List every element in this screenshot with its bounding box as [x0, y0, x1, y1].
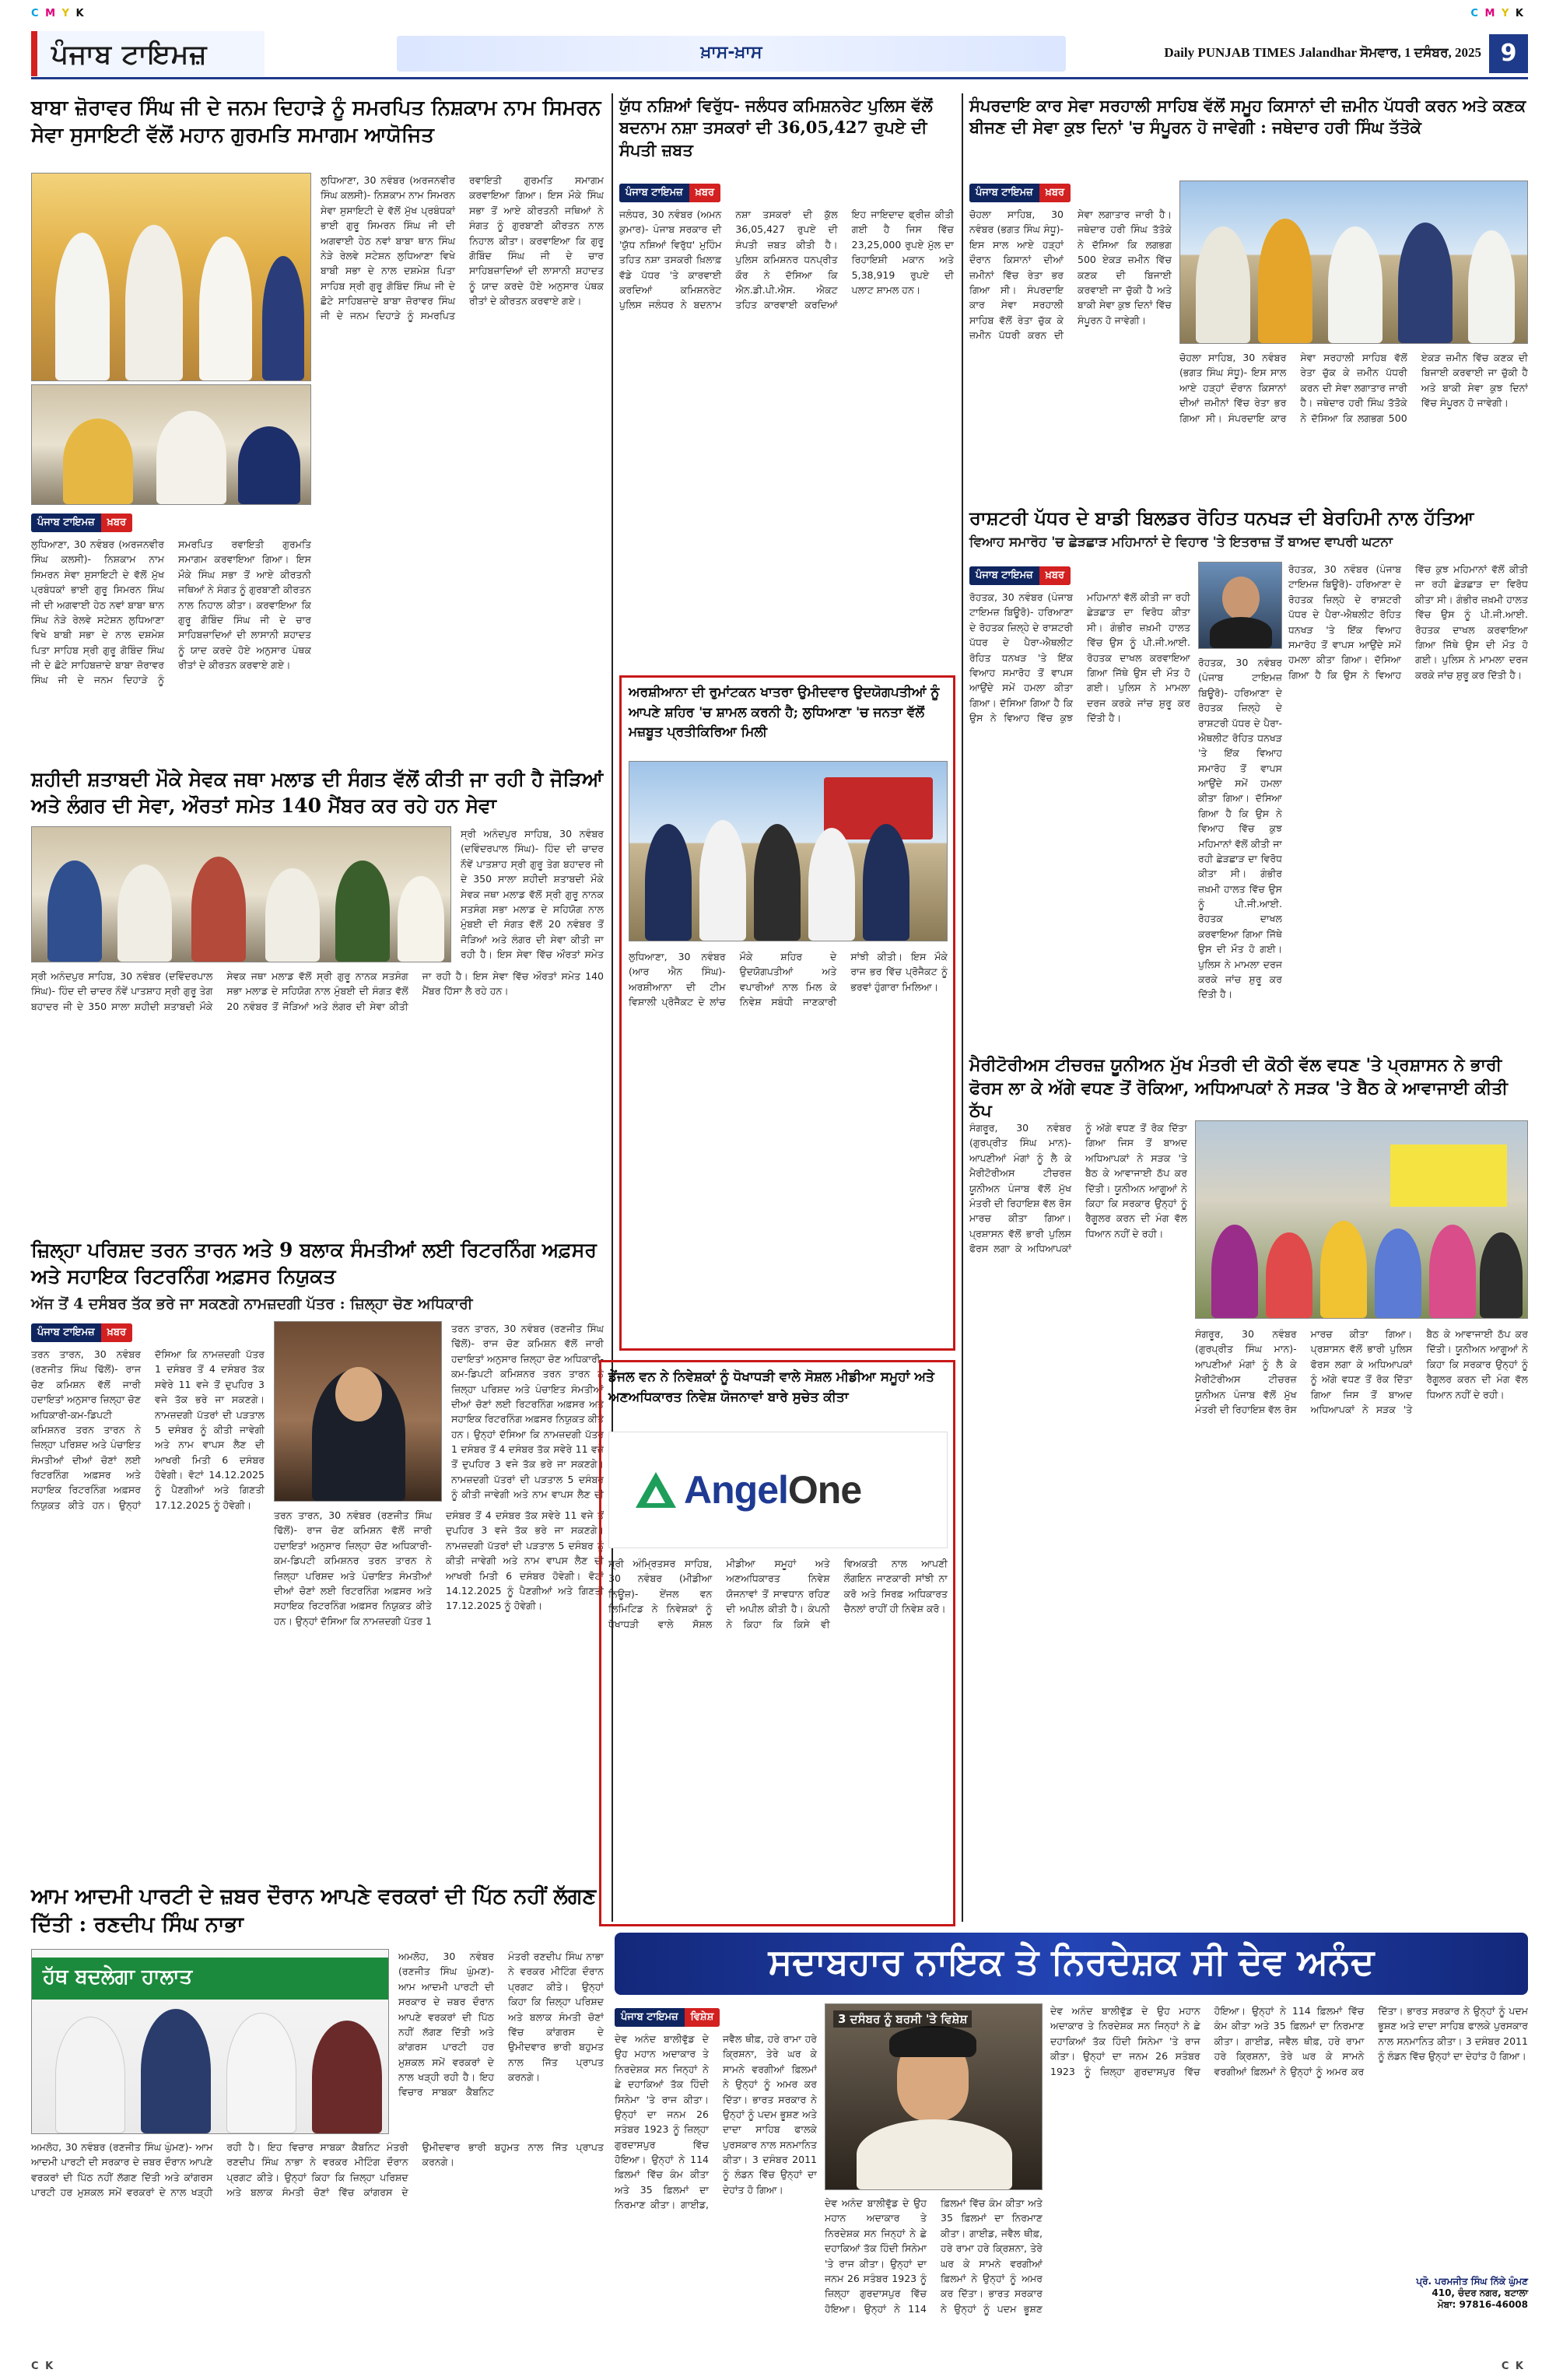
- article-body-10a: ਸੰਗਰੂਰ, 30 ਨਵੰਬਰ (ਗੁਰਪ੍ਰੀਤ ਸਿੰਘ ਮਾਨ)- ਆਪਣੀਆਂ ਮੰਗਾਂ ਨੂੰ ਲੈ ਕੇ ਮੈਰੀਟੋਰੀਅਸ ਟੀਚਰਜ਼ ਯੂਨੀਅਨ ਪੰਜਾਬ ਵੱਲੋਂ ਮੁੱਖ ਮੰਤਰੀ ਦੀ ਰਿਹਾਇਸ਼ ਵੱਲ ਰੋਸ ਮਾਰਚ ਕੀਤਾ ਗਿਆ। ਪ੍ਰਸ਼ਾਸਨ ਵੱਲੋਂ ਭਾਰੀ ਪੁਲਿਸ ਫੋਰਸ ਲਗਾ ਕੇ ਅਧਿਆਪਕਾਂ ਨੂੰ ਅੱਗੇ ਵਧਣ ਤੋਂ ਰੋਕ ਦਿੱਤਾ ਗਿਆ ਜਿਸ ਤੋਂ ਬਾਅਦ ਅਧਿਆਪਕਾਂ ਨੇ ਸੜਕ 'ਤੇ ਬੈਠ ਕੇ ਆਵਾਜਾਈ ਠੱਪ ਕਰ ਦਿੱਤੀ। ਯੂਨੀਅਨ ਆਗੂਆਂ ਨੇ ਕਿਹਾ ਕਿ ਸਰਕਾਰ ਉਨ੍ਹਾਂ ਨੂੰ ਰੈਗੂਲਰ ਕਰਨ ਦੀ ਮੰਗ ਵੱਲ ਧਿਆਨ ਨਹੀਂ ਦੇ ਰਹੀ।: [969, 1122, 1187, 1254]
- article-body-8b: ਚੋਹਲਾ ਸਾਹਿਬ, 30 ਨਵੰਬਰ (ਭਗਤ ਸਿੰਘ ਸੰਧੂ)- ਇਸ ਸਾਲ ਆਏ ਹੜ੍ਹਾਂ ਦੌਰਾਨ ਕਿਸਾਨਾਂ ਦੀਆਂ ਜ਼ਮੀਨਾਂ ਵਿੱਚ ਰੇਤਾ ਭਰ ਗਿਆ ਸੀ। ਸੰਪਰਦਾਇ ਕਾਰ ਸੇਵਾ ਸਰਹਾਲੀ ਸਾਹਿਬ ਵੱਲੋਂ ਰੇਤਾ ਚੁੱਕ ਕੇ ਜ਼ਮੀਨ ਪੱਧਰੀ ਕਰਨ ਦੀ ਸੇਵਾ ਲਗਾਤਾਰ ਜਾਰੀ ਹੈ। ਜਥੇਦਾਰ ਹਰੀ ਸਿੰਘ ਤੱਤੋਕੇ ਨੇ ਦੱਸਿਆ ਕਿ ਲਗਭਗ 500 ਏਕੜ ਜ਼ਮੀਨ ਵਿੱਚ ਕਣਕ ਦੀ ਬਿਜਾਈ ਕਰਵਾਈ ਜਾ ਚੁੱਕੀ ਹੈ ਅਤੇ ਬਾਕੀ ਸੇਵਾ ਕੁਝ ਦਿਨਾਂ ਵਿੱਚ ਸੰਪੂਰਨ ਹੋ ਜਾਵੇਗੀ।: [1179, 352, 1528, 424]
- article-gurmat-samagam: [31, 95, 604, 149]
- article-body-9a: ਪੰਜਾਬ ਟਾਇਮਜ਼ ਖ਼ਬਰ ਰੋਹਤਕ, 30 ਨਵੰਬਰ (ਪੰਜਾਬ ਟਾਇਮਜ਼ ਬਿਊਰੋ)- ਹਰਿਆਣਾ ਦੇ ਰੋਹਤਕ ਜ਼ਿਲ੍ਹੇ ਦੇ ਰਾਸ਼ਟਰੀ ਪੱਧਰ ਦੇ ਪੈਰਾ-ਐਥਲੀਟ ਰੋਹਿਤ ਧਨਖੜ 'ਤੇ ਇੱਕ ਵਿਆਹ ਸਮਾਰੋਹ ਤੋਂ ਵਾਪਸ ਆਉਂਦੇ ਸਮੇਂ ਹਮਲਾ ਕੀਤਾ ਗਿਆ। ਦੱਸਿਆ ਗਿਆ ਹੈ ਕਿ ਉਸ ਨੇ ਵਿਆਹ ਵਿੱਚ ਕੁਝ ਮਹਿਮਾਨਾਂ ਵੱਲੋਂ ਕੀਤੀ ਜਾ ਰਹੀ ਛੇੜਛਾੜ ਦਾ ਵਿਰੋਧ ਕੀਤਾ ਸੀ। ਗੰਭੀਰ ਜ਼ਖ਼ਮੀ ਹਾਲਤ ਵਿੱਚ ਉਸ ਨੂੰ ਪੀ.ਜੀ.ਆਈ. ਰੋਹਤਕ ਦਾਖਲ ਕਰਵਾਇਆ ਗਿਆ ਜਿੱਥੇ ਉਸ ਦੀ ਮੌਤ ਹੋ ਗਈ। ਪੁਲਿਸ ਨੇ ਮਾਮਲਾ ਦਰਜ ਕਰਕੇ ਜਾਂਚ ਸ਼ੁਰੂ ਕਰ ਦਿੱਤੀ ਹੈ।: [969, 562, 1190, 1072]
- angel-one-logo: AngelOne: [636, 1467, 861, 1512]
- headline: ਯੁੱਧ ਨਸ਼ਿਆਂ ਵਿਰੁੱਧ- ਜਲੰਧਰ ਕਮਿਸ਼ਨਰੇਟ ਪੁਲਿਸ ਵੱਲੋਂ ਬਦਨਾਮ ਨਸ਼ਾ ਤਸਕਰਾਂ ਦੀ 36,05,427 ਰੁਪਏ ਦੀ ਸੰਪਤੀ ਜ਼ਬਤ: [619, 96, 933, 159]
- author-name: ਪ੍ਰੋ. ਪਰਮਜੀਤ ਸਿੰਘ ਨਿੱਕੇ ਘੁੰਮਣ: [1416, 2276, 1528, 2287]
- registration-mark-bottom-left: C K: [31, 2361, 55, 2372]
- article-body-5: ਪੰਜਾਬ ਟਾਇਮਜ਼ ਖ਼ਬਰ ਜਲੰਧਰ, 30 ਨਵੰਬਰ (ਅਮਨ ਕੁਮਾਰ)- ਪੰਜਾਬ ਸਰਕਾਰ ਦੀ 'ਯੁੱਧ ਨਸ਼ਿਆਂ ਵਿਰੁੱਧ' ਮੁਹਿੰਮ ਤਹਿਤ ਨਸ਼ਾ ਤਸਕਰੀ ਖ਼ਿਲਾਫ਼ ਵੱਡੇ ਪੱਧਰ 'ਤੇ ਕਾਰਵਾਈ ਕਰਦਿਆਂ ਕਮਿਸ਼ਨਰੇਟ ਪੁਲਿਸ ਜਲੰਧਰ ਨੇ ਬਦਨਾਮ ਨਸ਼ਾ ਤਸਕਰਾਂ ਦੀ ਕੁੱਲ 36,05,427 ਰੁਪਏ ਦੀ ਸੰਪਤੀ ਜ਼ਬਤ ਕੀਤੀ ਹੈ। ਪੁਲਿਸ ਕਮਿਸ਼ਨਰ ਧਨਪ੍ਰੀਤ ਕੌਰ ਨੇ ਦੱਸਿਆ ਕਿ ਐਨ.ਡੀ.ਪੀ.ਐਸ. ਐਕਟ ਤਹਿਤ ਕਾਰਵਾਈ ਕਰਦਿਆਂ ਇਹ ਜਾਇਦਾਦ ਫ੍ਰੀਜ਼ ਕੀਤੀ ਗਈ ਹੈ ਜਿਸ ਵਿੱਚ 23,25,000 ਰੁਪਏ ਮੁੱਲ ਦਾ ਰਿਹਾਇਸ਼ੀ ਮਕਾਨ ਅਤੇ 5,38,919 ਰੁਪਏ ਦੀ ਪਲਾਟ ਸ਼ਾਮਲ ਹਨ।: [619, 179, 954, 689]
- photo-dev-anand: [825, 2003, 1043, 2190]
- author-phone: ਮੋਬਾ: 97816-46008: [1437, 2299, 1528, 2310]
- article-body-3b: ਤਰਨ ਤਾਰਨ, 30 ਨਵੰਬਰ (ਰਣਜੀਤ ਸਿੰਘ ਢਿੱਲੋਂ)- ਰਾਜ ਚੋਣ ਕਮਿਸ਼ਨ ਵੱਲੋਂ ਜਾਰੀ ਹਦਾਇਤਾਂ ਅਨੁਸਾਰ ਜ਼ਿਲ੍ਹਾ ਚੋਣ ਅਧਿਕਾਰੀ-ਕਮ-ਡਿਪਟੀ ਕਮਿਸ਼ਨਰ ਤਰਨ ਤਾਰਨ ਨੇ ਜ਼ਿਲ੍ਹਾ ਪਰਿਸ਼ਦ ਅਤੇ ਪੰਚਾਇਤ ਸੰਮਤੀਆਂ ਦੀਆਂ ਚੋਣਾਂ ਲਈ ਰਿਟਰਨਿੰਗ ਅਫ਼ਸਰ ਅਤੇ ਸਹਾਇਕ ਰਿਟਰਨਿੰਗ ਅਫ਼ਸਰ ਨਿਯੁਕਤ ਕੀਤੇ ਹਨ। ਉਨ੍ਹਾਂ ਦੱਸਿਆ ਕਿ ਨਾਮਜ਼ਦਗੀ ਪੱਤਰ 1 ਦਸੰਬਰ ਤੋਂ 4 ਦਸੰਬਰ ਤੱਕ ਸਵੇਰੇ 11 ਵਜੇ ਤੋਂ ਦੁਪਹਿਰ 3 ਵਜੇ ਤੱਕ ਭਰੇ ਜਾ ਸਕਣਗੇ। ਨਾਮਜ਼ਦਗੀ ਪੱਤਰਾਂ ਦੀ ਪੜਤਾਲ 5 ਦਸੰਬਰ ਨੂੰ ਕੀਤੀ ਜਾਵੇਗੀ ਅਤੇ ਨਾਮ ਵਾਪਸ ਲੈਣ ਦੀ: [451, 1323, 604, 1501]
- newspaper-logo: ਪੰਜਾਬ ਟਾਇਮਜ਼: [31, 31, 265, 76]
- author-signature: [1369, 2276, 1528, 2311]
- headline: ਬਾਬਾ ਜ਼ੋਰਾਵਰ ਸਿੰਘ ਜੀ ਦੇ ਜਨਮ ਦਿਹਾੜੇ ਨੂੰ ਸਮਰਪਿਤ ਨਿਸ਼ਕਾਮ ਨਾਮ ਸਿਮਰਨ ਸੇਵਾ ਸੁਸਾਇਟੀ ਵੱਲੋਂ ਮਹਾਨ ਗੁਰਮਤਿ ਸਮਾਗਮ ਆਯੋਜਿਤ: [31, 96, 601, 148]
- byline-tag: ਪੰਜਾਬ ਟਾਇਮਜ਼ ਖ਼ਬਰ: [31, 514, 132, 532]
- byline-tag: ਪੰਜਾਬ ਟਾਇਮਜ਼ ਖ਼ਬਰ: [969, 566, 1071, 585]
- article-body-2a: ਸ੍ਰੀ ਅਨੰਦਪੁਰ ਸਾਹਿਬ, 30 ਨਵੰਬਰ (ਦਵਿੰਦਰਪਾਲ ਸਿੰਘ)- ਹਿੰਦ ਦੀ ਚਾਦਰ ਨੌਵੇਂ ਪਾਤਸ਼ਾਹ ਸ੍ਰੀ ਗੁਰੂ ਤੇਗ ਬਹਾਦਰ ਜੀ ਦੇ 350 ਸਾਲਾ ਸ਼ਹੀਦੀ ਸ਼ਤਾਬਦੀ ਮੌਕੇ ਸੇਵਕ ਜਥਾ ਮਲਾਡ ਵੱਲੋਂ ਸ੍ਰੀ ਗੁਰੂ ਨਾਨਕ ਸਤਸੰਗ ਸਭਾ ਮਲਾਡ ਦੇ ਸਹਿਯੋਗ ਨਾਲ ਮੁੰਬਈ ਦੀ ਸੰਗਤ ਵੱਲੋਂ 20 ਨਵੰਬਰ ਤੋਂ ਜੋੜਿਆਂ ਅਤੇ ਲੰਗਰ ਦੀ ਸੇਵਾ ਕੀਤੀ ਜਾ ਰਹੀ ਹੈ। ਇਸ ਸੇਵਾ ਵਿੱਚ ਔਰਤਾਂ ਸਮੇਤ: [461, 828, 604, 960]
- photo-teachers-protest: [1195, 1120, 1528, 1319]
- photo-kar-sewa-fields: [1179, 181, 1528, 344]
- article-body-1a: ਪੰਜਾਬ ਟਾਇਮਜ਼ ਖ਼ਬਰ ਲੁਧਿਆਣਾ, 30 ਨਵੰਬਰ (ਅਰਜਨਵੀਰ ਸਿੰਘ ਕਲਸੀ)- ਨਿਸ਼ਕਾਮ ਨਾਮ ਸਿਮਰਨ ਸੇਵਾ ਸੁਸਾਇਟੀ ਦੇ ਵੱਲੋਂ ਮੁੱਖ ਪ੍ਰਬੰਧਕਾਂ ਭਾਈ ਗੁਰੂ ਸਿਮਰਨ ਸਿੰਘ ਜੀ ਦੀ ਅਗਵਾਈ ਹੇਠ ਨਵਾਂ ਬਾਬਾ ਥਾਨ ਸਿੰਘ ਨੇੜੇ ਰੇਲਵੇ ਸਟੇਸ਼ਨ ਲੁਧਿਆਣਾ ਵਿਖੇ ਬਾਬੀ ਸਭਾ ਦੇ ਨਾਲ ਦਸ਼ਮੇਸ਼ ਪਿਤਾ ਸਾਹਿਬ ਸ੍ਰੀ ਗੁਰੂ ਗੋਬਿੰਦ ਸਿੰਘ ਜੀ ਦੇ ਛੋਟੇ ਸਾਹਿਬਜ਼ਾਦੇ ਬਾਬਾ ਜ਼ੋਰਾਵਰ ਸਿੰਘ ਜੀ ਦੇ ਜਨਮ ਦਿਹਾੜੇ ਨੂੰ ਸਮਰਪਿਤ ਰਵਾਇਤੀ ਗੁਰਮਤਿ ਸਮਾਗਮ ਕਰਵਾਇਆ ਗਿਆ। ਇਸ ਮੌਕੇ ਸਿੰਘ ਸਭਾ ਤੋਂ ਆਏ ਕੀਰਤਨੀ ਜਥਿਆਂ ਨੇ ਸੰਗਤ ਨੂੰ ਗੁਰਬਾਣੀ ਕੀਰਤਨ ਨਾਲ ਨਿਹਾਲ ਕੀਤਾ। ਕਰਵਾਇਆ ਕਿ ਗੁਰੂ ਗੋਬਿੰਦ ਸਿੰਘ ਜੀ ਦੇ ਚਾਰ ਸਾਹਿਬਜ਼ਾਦਿਆਂ ਦੀ ਲਾਸਾਨੀ ਸ਼ਹਾਦਤ ਨੂੰ ਯਾਦ ਕਰਦੇ ਹੋਏ ਅਨੁਸਾਰ ਪੰਥਕ ਰੀਤਾਂ ਦੇ ਕੀਰਤਨ ਕਰਵਾਏ ਗਏ।: [31, 509, 311, 786]
- article-body-11c: ਦੇਵ ਅਨੰਦ ਬਾਲੀਵੁੱਡ ਦੇ ਉਹ ਮਹਾਨ ਅਦਾਕਾਰ ਤੇ ਨਿਰਦੇਸ਼ਕ ਸਨ ਜਿਨ੍ਹਾਂ ਨੇ ਛੇ ਦਹਾਕਿਆਂ ਤੱਕ ਹਿੰਦੀ ਸਿਨੇਮਾ 'ਤੇ ਰਾਜ ਕੀਤਾ। ਉਨ੍ਹਾਂ ਦਾ ਜਨਮ 26 ਸਤੰਬਰ 1923 ਨੂੰ ਜ਼ਿਲ੍ਹਾ ਗੁਰਦਾਸਪੁਰ ਵਿੱਚ ਹੋਇਆ। ਉਨ੍ਹਾਂ ਨੇ 114 ਫ਼ਿਲਮਾਂ ਵਿੱਚ ਕੰਮ ਕੀਤਾ ਅਤੇ 35 ਫ਼ਿਲਮਾਂ ਦਾ ਨਿਰਮਾਣ ਕੀਤਾ। ਗਾਈਡ, ਜਵੈਲ ਥੀਫ਼, ਹਰੇ ਰਾਮਾ ਹਰੇ ਕ੍ਰਿਸ਼ਨਾ, ਤੇਰੇ ਘਰ ਕੇ ਸਾਮਨੇ ਵਰਗੀਆਂ ਫ਼ਿਲਮਾਂ ਨੇ ਉਨ੍ਹਾਂ ਨੂੰ ਅਮਰ ਕਰ ਦਿੱਤਾ। ਭਾਰਤ ਸਰਕਾਰ ਨੇ ਉਨ੍ਹਾਂ ਨੂੰ ਪਦਮ ਭੂਸ਼ਣ ਅਤੇ ਦਾਦਾ ਸਾਹਿਬ ਫਾਲਕੇ ਪੁਰਸਕਾਰ ਨਾਲ ਸਨਮਾਨਿਤ ਕੀਤਾ। 3 ਦਸੰਬਰ 2011 ਨੂੰ ਲੰਡਨ ਵਿੱਚ ਉਨ੍ਹਾਂ ਦਾ ਦੇਹਾਂਤ ਹੋ ਗਿਆ।: [1050, 2005, 1528, 2077]
- byline-tag: ਪੰਜਾਬ ਟਾਇਮਜ਼ ਖ਼ਬਰ: [31, 1323, 132, 1342]
- article-body-3c: ਤਰਨ ਤਾਰਨ, 30 ਨਵੰਬਰ (ਰਣਜੀਤ ਸਿੰਘ ਢਿੱਲੋਂ)- ਰਾਜ ਚੋਣ ਕਮਿਸ਼ਨ ਵੱਲੋਂ ਜਾਰੀ ਹਦਾਇਤਾਂ ਅਨੁਸਾਰ ਜ਼ਿਲ੍ਹਾ ਚੋਣ ਅਧਿਕਾਰੀ-ਕਮ-ਡਿਪਟੀ ਕਮਿਸ਼ਨਰ ਤਰਨ ਤਾਰਨ ਨੇ ਜ਼ਿਲ੍ਹਾ ਪਰਿਸ਼ਦ ਅਤੇ ਪੰਚਾਇਤ ਸੰਮਤੀਆਂ ਦੀਆਂ ਚੋਣਾਂ ਲਈ ਰਿਟਰਨਿੰਗ ਅਫ਼ਸਰ ਅਤੇ ਸਹਾਇਕ ਰਿਟਰਨਿੰਗ ਅਫ਼ਸਰ ਨਿਯੁਕਤ ਕੀਤੇ ਹਨ। ਉਨ੍ਹਾਂ ਦੱਸਿਆ ਕਿ ਨਾਮਜ਼ਦਗੀ ਪੱਤਰ 1 ਦਸੰਬਰ ਤੋਂ 4 ਦਸੰਬਰ ਤੱਕ ਸਵੇਰੇ 11 ਵਜੇ ਤੋਂ ਦੁਪਹਿਰ 3 ਵਜੇ ਤੱਕ ਭਰੇ ਜਾ ਸਕਣਗੇ। ਨਾਮਜ਼ਦਗੀ ਪੱਤਰਾਂ ਦੀ ਪੜਤਾਲ 5 ਦਸੰਬਰ ਨੂੰ ਕੀਤੀ ਜਾਵੇਗੀ ਅਤੇ ਨਾਮ ਵਾਪਸ ਲੈਣ ਦੀ ਆਖਰੀ ਮਿਤੀ 6 ਦਸੰਬਰ ਹੋਵੇਗੀ। ਵੋਟਾਂ 14.12.2025 ਨੂੰ ਪੈਣਗੀਆਂ ਅਤੇ ਗਿਣਤੀ 17.12.2025 ਨੂੰ ਹੋਵੇਗੀ।: [274, 1509, 604, 1627]
- photo-sangat: [31, 384, 311, 505]
- photo-district-election-officer: [274, 1321, 442, 1502]
- photo-gurmat-stage: [31, 173, 311, 381]
- article-bodybuilder-murder: [969, 506, 1528, 552]
- article-arshiana: [629, 683, 948, 743]
- article-angel-one: [608, 1368, 948, 1407]
- article-body-11b: ਦੇਵ ਅਨੰਦ ਬਾਲੀਵੁੱਡ ਦੇ ਉਹ ਮਹਾਨ ਅਦਾਕਾਰ ਤੇ ਨਿਰਦੇਸ਼ਕ ਸਨ ਜਿਨ੍ਹਾਂ ਨੇ ਛੇ ਦਹਾਕਿਆਂ ਤੱਕ ਹਿੰਦੀ ਸਿਨੇਮਾ 'ਤੇ ਰਾਜ ਕੀਤਾ। ਉਨ੍ਹਾਂ ਦਾ ਜਨਮ 26 ਸਤੰਬਰ 1923 ਨੂੰ ਜ਼ਿਲ੍ਹਾ ਗੁਰਦਾਸਪੁਰ ਵਿੱਚ ਹੋਇਆ। ਉਨ੍ਹਾਂ ਨੇ 114 ਫ਼ਿਲਮਾਂ ਵਿੱਚ ਕੰਮ ਕੀਤਾ ਅਤੇ 35 ਫ਼ਿਲਮਾਂ ਦਾ ਨਿਰਮਾਣ ਕੀਤਾ। ਗਾਈਡ, ਜਵੈਲ ਥੀਫ਼, ਹਰੇ ਰਾਮਾ ਹਰੇ ਕ੍ਰਿਸ਼ਨਾ, ਤੇਰੇ ਘਰ ਕੇ ਸਾਮਨੇ ਵਰਗੀਆਂ ਫ਼ਿਲਮਾਂ ਨੇ ਉਨ੍ਹਾਂ ਨੂੰ ਅਮਰ ਕਰ ਦਿੱਤਾ। ਭਾਰਤ ਸਰਕਾਰ ਨੇ ਉਨ੍ਹਾਂ ਨੂੰ ਪਦਮ ਭੂਸ਼ਣ: [825, 2197, 1043, 2315]
- masthead: [31, 31, 1528, 79]
- article-body-7: ਸ੍ਰੀ ਅੰਮ੍ਰਿਤਸਰ ਸਾਹਿਬ, 30 ਨਵੰਬਰ (ਮੀਡੀਆ ਨਿਊਜ਼)- ਏਂਜਲ ਵਨ ਲਿਮਿਟਿਡ ਨੇ ਨਿਵੇਸ਼ਕਾਂ ਨੂੰ ਧੋਖਾਧੜੀ ਵਾਲੇ ਸੋਸ਼ਲ ਮੀਡੀਆ ਸਮੂਹਾਂ ਅਤੇ ਅਣਅਧਿਕਾਰਤ ਨਿਵੇਸ਼ ਯੋਜਨਾਵਾਂ ਤੋਂ ਸਾਵਧਾਨ ਰਹਿਣ ਦੀ ਅਪੀਲ ਕੀਤੀ ਹੈ। ਕੰਪਨੀ ਨੇ ਕਿਹਾ ਕਿ ਕਿਸੇ ਵੀ ਵਿਅਕਤੀ ਨਾਲ ਆਪਣੀ ਲੌਗਇਨ ਜਾਣਕਾਰੀ ਸਾਂਝੀ ਨਾ ਕਰੋ ਅਤੇ ਸਿਰਫ਼ ਅਧਿਕਾਰਤ ਚੈਨਲਾਂ ਰਾਹੀਂ ਹੀ ਨਿਵੇਸ਼ ਕਰੋ।: [608, 1558, 948, 1630]
- photo-banner-text: ਹੱਥ ਬਦਲੇਗਾ ਹਾਲਾਤ: [43, 1965, 193, 1989]
- page-number: 9: [1489, 34, 1528, 73]
- subheadline: ਵਿਆਹ ਸਮਾਰੋਹ 'ਚ ਛੇੜਛਾੜ ਮਹਿਮਾਨਾਂ ਦੇ ਵਿਹਾਰ 'ਤੇ ਇਤਰਾਜ਼ ਤੋਂ ਬਾਅਦ ਵਾਪਰੀ ਘਟਨਾ: [969, 535, 1393, 551]
- angel-one-logo-panel: [608, 1432, 948, 1548]
- headline: ਸਦਾਬਹਾਰ ਨਾਇਕ ਤੇ ਨਿਰਦੇਸ਼ਕ ਸੀ ਦੇਵ ਅਨੰਦ: [768, 1940, 1375, 1982]
- photo-congress-meeting: [31, 1949, 389, 2134]
- photo-rohit-dhankhar: [1198, 562, 1282, 649]
- article-body-4b: ਅਮਲੋਹ, 30 ਨਵੰਬਰ (ਰਣਜੀਤ ਸਿੰਘ ਘੁੰਮਣ)- ਆਮ ਆਦਮੀ ਪਾਰਟੀ ਦੀ ਸਰਕਾਰ ਦੇ ਜ਼ਬਰ ਦੌਰਾਨ ਆਪਣੇ ਵਰਕਰਾਂ ਦੀ ਪਿੱਠ ਨਹੀਂ ਲੱਗਣ ਦਿੱਤੀ ਅਤੇ ਕਾਂਗਰਸ ਪਾਰਟੀ ਹਰ ਮੁਸ਼ਕਲ ਸਮੇਂ ਵਰਕਰਾਂ ਦੇ ਨਾਲ ਖੜ੍ਹੀ ਰਹੀ ਹੈ। ਇਹ ਵਿਚਾਰ ਸਾਬਕਾ ਕੈਬਨਿਟ ਮੰਤਰੀ ਰਣਦੀਪ ਸਿੰਘ ਨਾਭਾ ਨੇ ਵਰਕਰ ਮੀਟਿੰਗ ਦੌਰਾਨ ਪ੍ਰਗਟ ਕੀਤੇ। ਉਨ੍ਹਾਂ ਕਿਹਾ ਕਿ ਜ਼ਿਲ੍ਹਾ ਪਰਿਸ਼ਦ ਅਤੇ ਬਲਾਕ ਸੰਮਤੀ ਚੋਣਾਂ ਵਿੱਚ ਕਾਂਗਰਸ ਦੇ ਉਮੀਦਵਾਰ ਭਾਰੀ ਬਹੁਮਤ ਨਾਲ ਜਿੱਤ ਪ੍ਰਾਪਤ ਕਰਨਗੇ।: [31, 2141, 604, 2199]
- feature-banner-dev-anand: [615, 1933, 1528, 1995]
- article-body-9b: ਰੋਹਤਕ, 30 ਨਵੰਬਰ (ਪੰਜਾਬ ਟਾਇਮਜ਼ ਬਿਊਰੋ)- ਹਰਿਆਣਾ ਦੇ ਰੋਹਤਕ ਜ਼ਿਲ੍ਹੇ ਦੇ ਰਾਸ਼ਟਰੀ ਪੱਧਰ ਦੇ ਪੈਰਾ-ਐਥਲੀਟ ਰੋਹਿਤ ਧਨਖੜ 'ਤੇ ਇੱਕ ਵਿਆਹ ਸਮਾਰੋਹ ਤੋਂ ਵਾਪਸ ਆਉਂਦੇ ਸਮੇਂ ਹਮਲਾ ਕੀਤਾ ਗਿਆ। ਦੱਸਿਆ ਗਿਆ ਹੈ ਕਿ ਉਸ ਨੇ ਵਿਆਹ ਵਿੱਚ ਕੁਝ ਮਹਿਮਾਨਾਂ ਵੱਲੋਂ ਕੀਤੀ ਜਾ ਰਹੀ ਛੇੜਛਾੜ ਦਾ ਵਿਰੋਧ ਕੀਤਾ ਸੀ। ਗੰਭੀਰ ਜ਼ਖ਼ਮੀ ਹਾਲਤ ਵਿੱਚ ਉਸ ਨੂੰ ਪੀ.ਜੀ.ਆਈ. ਰੋਹਤਕ ਦਾਖਲ ਕਰਵਾਇਆ ਗਿਆ ਜਿੱਥੇ ਉਸ ਦੀ ਮੌਤ ਹੋ ਗਈ। ਪੁਲਿਸ ਨੇ ਮਾਮਲਾ ਦਰਜ ਕਰਕੇ ਜਾਂਚ ਸ਼ੁਰੂ ਕਰ ਦਿੱਤੀ ਹੈ।: [1288, 563, 1528, 681]
- article-body-8a: ਪੰਜਾਬ ਟਾਇਮਜ਼ ਖ਼ਬਰ ਚੋਹਲਾ ਸਾਹਿਬ, 30 ਨਵੰਬਰ (ਭਗਤ ਸਿੰਘ ਸੰਧੂ)- ਇਸ ਸਾਲ ਆਏ ਹੜ੍ਹਾਂ ਦੌਰਾਨ ਕਿਸਾਨਾਂ ਦੀਆਂ ਜ਼ਮੀਨਾਂ ਵਿੱਚ ਰੇਤਾ ਭਰ ਗਿਆ ਸੀ। ਸੰਪਰਦਾਇ ਕਾਰ ਸੇਵਾ ਸਰਹਾਲੀ ਸਾਹਿਬ ਵੱਲੋਂ ਰੇਤਾ ਚੁੱਕ ਕੇ ਜ਼ਮੀਨ ਪੱਧਰੀ ਕਰਨ ਦੀ ਸੇਵਾ ਲਗਾਤਾਰ ਜਾਰੀ ਹੈ। ਜਥੇਦਾਰ ਹਰੀ ਸਿੰਘ ਤੱਤੋਕੇ ਨੇ ਦੱਸਿਆ ਕਿ ਲਗਭਗ 500 ਏਕੜ ਜ਼ਮੀਨ ਵਿੱਚ ਕਣਕ ਦੀ ਬਿਜਾਈ ਕਰਵਾਈ ਜਾ ਚੁੱਕੀ ਹੈ ਅਤੇ ਬਾਕੀ ਸੇਵਾ ਕੁਝ ਦਿਨਾਂ ਵਿੱਚ ਸੰਪੂਰਨ ਹੋ ਜਾਵੇਗੀ।: [969, 179, 1172, 526]
- article-body-10b: ਸੰਗਰੂਰ, 30 ਨਵੰਬਰ (ਗੁਰਪ੍ਰੀਤ ਸਿੰਘ ਮਾਨ)- ਆਪਣੀਆਂ ਮੰਗਾਂ ਨੂੰ ਲੈ ਕੇ ਮੈਰੀਟੋਰੀਅਸ ਟੀਚਰਜ਼ ਯੂਨੀਅਨ ਪੰਜਾਬ ਵੱਲੋਂ ਮੁੱਖ ਮੰਤਰੀ ਦੀ ਰਿਹਾਇਸ਼ ਵੱਲ ਰੋਸ ਮਾਰਚ ਕੀਤਾ ਗਿਆ। ਪ੍ਰਸ਼ਾਸਨ ਵੱਲੋਂ ਭਾਰੀ ਪੁਲਿਸ ਫੋਰਸ ਲਗਾ ਕੇ ਅਧਿਆਪਕਾਂ ਨੂੰ ਅੱਗੇ ਵਧਣ ਤੋਂ ਰੋਕ ਦਿੱਤਾ ਗਿਆ ਜਿਸ ਤੋਂ ਬਾਅਦ ਅਧਿਆਪਕਾਂ ਨੇ ਸੜਕ 'ਤੇ ਬੈਠ ਕੇ ਆਵਾਜਾਈ ਠੱਪ ਕਰ ਦਿੱਤੀ। ਯੂਨੀਅਨ ਆਗੂਆਂ ਨੇ ਕਿਹਾ ਕਿ ਸਰਕਾਰ ਉਨ੍ਹਾਂ ਨੂੰ ਰੈਗੂਲਰ ਕਰਨ ਦੀ ਮੰਗ ਵੱਲ ਧਿਆਨ ਨਹੀਂ ਦੇ ਰਹੀ।: [1195, 1328, 1528, 1415]
- article-body-3a: ਪੰਜਾਬ ਟਾਇਮਜ਼ ਖ਼ਬਰ ਤਰਨ ਤਾਰਨ, 30 ਨਵੰਬਰ (ਰਣਜੀਤ ਸਿੰਘ ਢਿੱਲੋਂ)- ਰਾਜ ਚੋਣ ਕਮਿਸ਼ਨ ਵੱਲੋਂ ਜਾਰੀ ਹਦਾਇਤਾਂ ਅਨੁਸਾਰ ਜ਼ਿਲ੍ਹਾ ਚੋਣ ਅਧਿਕਾਰੀ-ਕਮ-ਡਿਪਟੀ ਕਮਿਸ਼ਨਰ ਤਰਨ ਤਾਰਨ ਨੇ ਜ਼ਿਲ੍ਹਾ ਪਰਿਸ਼ਦ ਅਤੇ ਪੰਚਾਇਤ ਸੰਮਤੀਆਂ ਦੀਆਂ ਚੋਣਾਂ ਲਈ ਰਿਟਰਨਿੰਗ ਅਫ਼ਸਰ ਅਤੇ ਸਹਾਇਕ ਰਿਟਰਨਿੰਗ ਅਫ਼ਸਰ ਨਿਯੁਕਤ ਕੀਤੇ ਹਨ। ਉਨ੍ਹਾਂ ਦੱਸਿਆ ਕਿ ਨਾਮਜ਼ਦਗੀ ਪੱਤਰ 1 ਦਸੰਬਰ ਤੋਂ 4 ਦਸੰਬਰ ਤੱਕ ਸਵੇਰੇ 11 ਵਜੇ ਤੋਂ ਦੁਪਹਿਰ 3 ਵਜੇ ਤੱਕ ਭਰੇ ਜਾ ਸਕਣਗੇ। ਨਾਮਜ਼ਦਗੀ ਪੱਤਰਾਂ ਦੀ ਪੜਤਾਲ 5 ਦਸੰਬਰ ਨੂੰ ਕੀਤੀ ਜਾਵੇਗੀ ਅਤੇ ਨਾਮ ਵਾਪਸ ਲੈਣ ਦੀ ਆਖਰੀ ਮਿਤੀ 6 ਦਸੰਬਰ ਹੋਵੇਗੀ। ਵੋਟਾਂ 14.12.2025 ਨੂੰ ਪੈਣਗੀਆਂ ਅਤੇ ਗਿਣਤੀ 17.12.2025 ਨੂੰ ਹੋਵੇਗੀ।: [31, 1319, 265, 1903]
- article-body-6: ਲੁਧਿਆਣਾ, 30 ਨਵੰਬਰ (ਆਰ ਐਨ ਸਿੰਘ)- ਅਰਸ਼ੀਆਨਾ ਦੀ ਟੀਮ ਵਿਸ਼ਾਲੀ ਪ੍ਰੋਜੈਕਟ ਦੇ ਲਾਂਚ ਮੌਕੇ ਸ਼ਹਿਰ ਦੇ ਉਦਯੋਗਪਤੀਆਂ ਅਤੇ ਵਪਾਰੀਆਂ ਨਾਲ ਮਿਲ ਕੇ ਨਿਵੇਸ਼ ਸਬੰਧੀ ਜਾਣਕਾਰੀ ਸਾਂਝੀ ਕੀਤੀ। ਇਸ ਮੌਕੇ ਰਾਜ ਭਰ ਵਿੱਚ ਪ੍ਰੋਜੈਕਟ ਨੂੰ ਭਰਵਾਂ ਹੁੰਗਾਰਾ ਮਿਲਿਆ।: [629, 951, 948, 1008]
- headline: ਆਮ ਆਦਮੀ ਪਾਰਟੀ ਦੇ ਜ਼ਬਰ ਦੌਰਾਨ ਆਪਣੇ ਵਰਕਰਾਂ ਦੀ ਪਿੱਠ ਨਹੀਂ ਲੱਗਣ ਦਿੱਤੀ : ਰਣਦੀਪ ਸਿੰਘ ਨਾਭਾ: [31, 1884, 597, 1937]
- photo-caption: 3 ਦਸੰਬਰ ਨੂੰ ਬਰਸੀ 'ਤੇ ਵਿਸ਼ੇਸ਼: [833, 2010, 972, 2028]
- byline-tag: ਪੰਜਾਬ ਟਾਇਮਜ਼ ਵਿਸ਼ੇਸ਼: [615, 2008, 720, 2027]
- article-sewak-jatha-malad: [31, 766, 604, 819]
- headline: ਰਾਸ਼ਟਰੀ ਪੱਧਰ ਦੇ ਬਾਡੀ ਬਿਲਡਰ ਰੋਹਿਤ ਧਨਖੜ ਦੀ ਬੇਰਹਿਮੀ ਨਾਲ ਹੱਤਿਆ: [969, 506, 1474, 529]
- registration-mark-top-left: C M Y K: [31, 8, 86, 19]
- section-name: ਖ਼ਾਸ-ਖ਼ਾਸ: [700, 43, 762, 62]
- author-address: 410, ਚੰਦਰ ਨਗਰ, ਬਟਾਲਾ: [1432, 2287, 1528, 2298]
- photo-project-launch: [629, 761, 948, 941]
- article-body-9c: ਰੋਹਤਕ, 30 ਨਵੰਬਰ (ਪੰਜਾਬ ਟਾਇਮਜ਼ ਬਿਊਰੋ)- ਹਰਿਆਣਾ ਦੇ ਰੋਹਤਕ ਜ਼ਿਲ੍ਹੇ ਦੇ ਰਾਸ਼ਟਰੀ ਪੱਧਰ ਦੇ ਪੈਰਾ-ਐਥਲੀਟ ਰੋਹਿਤ ਧਨਖੜ 'ਤੇ ਇੱਕ ਵਿਆਹ ਸਮਾਰੋਹ ਤੋਂ ਵਾਪਸ ਆਉਂਦੇ ਸਮੇਂ ਹਮਲਾ ਕੀਤਾ ਗਿਆ। ਦੱਸਿਆ ਗਿਆ ਹੈ ਕਿ ਉਸ ਨੇ ਵਿਆਹ ਵਿੱਚ ਕੁਝ ਮਹਿਮਾਨਾਂ ਵੱਲੋਂ ਕੀਤੀ ਜਾ ਰਹੀ ਛੇੜਛਾੜ ਦਾ ਵਿਰੋਧ ਕੀਤਾ ਸੀ। ਗੰਭੀਰ ਜ਼ਖ਼ਮੀ ਹਾਲਤ ਵਿੱਚ ਉਸ ਨੂੰ ਪੀ.ਜੀ.ਆਈ. ਰੋਹਤਕ ਦਾਖਲ ਕਰਵਾਇਆ ਗਿਆ ਜਿੱਥੇ ਉਸ ਦੀ ਮੌਤ ਹੋ ਗਈ। ਪੁਲਿਸ ਨੇ ਮਾਮਲਾ ਦਰਜ ਕਰਕੇ ਜਾਂਚ ਸ਼ੁਰੂ ਕਰ ਦਿੱਤੀ ਹੈ।: [1198, 657, 1282, 1001]
- headline: ਜ਼ਿਲ੍ਹਾ ਪਰਿਸ਼ਦ ਤਰਨ ਤਾਰਨ ਅਤੇ 9 ਬਲਾਕ ਸੰਮਤੀਆਂ ਲਈ ਰਿਟਰਨਿੰਗ ਅਫ਼ਸਰ ਅਤੇ ਸਹਾਇਕ ਰਿਟਰਨਿੰਗ ਅਫ਼ਸਰ ਨਿਯੁਕਤ: [31, 1239, 597, 1288]
- byline-tag: ਪੰਜਾਬ ਟਾਇਮਜ਼ ਖ਼ਬਰ: [619, 184, 720, 202]
- photo-langar-seva: [31, 826, 451, 962]
- byline-tag: ਪੰਜਾਬ ਟਾਇਮਜ਼ ਖ਼ਬਰ: [969, 184, 1071, 202]
- article-kar-sewa-sarhali: [969, 95, 1528, 139]
- article-returning-officers: [31, 1237, 604, 1314]
- angel-one-mark-icon: [636, 1472, 676, 1508]
- headline: ਮੈਰੀਟੋਰੀਅਸ ਟੀਚਰਜ਼ ਯੂਨੀਅਨ ਮੁੱਖ ਮੰਤਰੀ ਦੀ ਕੋਠੀ ਵੱਲ ਵਧਣ 'ਤੇ ਪ੍ਰਸ਼ਾਸਨ ਨੇ ਭਾਰੀ ਫੋਰਸ ਲਾ ਕੇ ਅੱਗੇ ਵਧਣ ਤੋਂ ਰੋਕਿਆ, ਅਧਿਆਪਕਾਂ ਨੇ ਸੜਕ 'ਤੇ ਬੈਠ ਕੇ ਆਵਾਜਾਈ ਕੀਤੀ ਠੱਪ: [969, 1055, 1509, 1122]
- article-body-1b: ਲੁਧਿਆਣਾ, 30 ਨਵੰਬਰ (ਅਰਜਨਵੀਰ ਸਿੰਘ ਕਲਸੀ)- ਨਿਸ਼ਕਾਮ ਨਾਮ ਸਿਮਰਨ ਸੇਵਾ ਸੁਸਾਇਟੀ ਦੇ ਵੱਲੋਂ ਮੁੱਖ ਪ੍ਰਬੰਧਕਾਂ ਭਾਈ ਗੁਰੂ ਸਿਮਰਨ ਸਿੰਘ ਜੀ ਦੀ ਅਗਵਾਈ ਹੇਠ ਨਵਾਂ ਬਾਬਾ ਥਾਨ ਸਿੰਘ ਨੇੜੇ ਰੇਲਵੇ ਸਟੇਸ਼ਨ ਲੁਧਿਆਣਾ ਵਿਖੇ ਬਾਬੀ ਸਭਾ ਦੇ ਨਾਲ ਦਸ਼ਮੇਸ਼ ਪਿਤਾ ਸਾਹਿਬ ਸ੍ਰੀ ਗੁਰੂ ਗੋਬਿੰਦ ਸਿੰਘ ਜੀ ਦੇ ਛੋਟੇ ਸਾਹਿਬਜ਼ਾਦੇ ਬਾਬਾ ਜ਼ੋਰਾਵਰ ਸਿੰਘ ਜੀ ਦੇ ਜਨਮ ਦਿਹਾੜੇ ਨੂੰ ਸਮਰਪਿਤ ਰਵਾਇਤੀ ਗੁਰਮਤਿ ਸਮਾਗਮ ਕਰਵਾਇਆ ਗਿਆ। ਇਸ ਮੌਕੇ ਸਿੰਘ ਸਭਾ ਤੋਂ ਆਏ ਕੀਰਤਨੀ ਜਥਿਆਂ ਨੇ ਸੰਗਤ ਨੂੰ ਗੁਰਬਾਣੀ ਕੀਰਤਨ ਨਾਲ ਨਿਹਾਲ ਕੀਤਾ। ਕਰਵਾਇਆ ਕਿ ਗੁਰੂ ਗੋਬਿੰਦ ਸਿੰਘ ਜੀ ਦੇ ਚਾਰ ਸਾਹਿਬਜ਼ਾਦਿਆਂ ਦੀ ਲਾਸਾਨੀ ਸ਼ਹਾਦਤ ਨੂੰ ਯਾਦ ਕਰਦੇ ਹੋਏ ਅਨੁਸਾਰ ਪੰਥਕ ਰੀਤਾਂ ਦੇ ਕੀਰਤਨ ਕਰਵਾਏ ਗਏ।: [321, 174, 604, 322]
- article-randeep-nabha: [31, 1883, 604, 1940]
- subheadline: ਅੱਜ ਤੋਂ 4 ਦਸੰਬਰ ਤੱਕ ਭਰੇ ਜਾ ਸਕਣਗੇ ਨਾਮਜ਼ਦਗੀ ਪੱਤਰ : ਜ਼ਿਲ੍ਹਾ ਚੋਣ ਅਧਿਕਾਰੀ: [31, 1295, 473, 1313]
- registration-mark-top-right: C M Y K: [1470, 8, 1525, 19]
- column-rule: [962, 93, 963, 1922]
- headline: ਸ਼ਹੀਦੀ ਸ਼ਤਾਬਦੀ ਮੌਕੇ ਸੇਵਕ ਜਥਾ ਮਲਾਡ ਦੀ ਸੰਗਤ ਵੱਲੋਂ ਕੀਤੀ ਜਾ ਰਹੀ ਹੈ ਜੋੜਿਆਂ ਅਤੇ ਲੰਗਰ ਦੀ ਸੇਵਾ, ਔਰਤਾਂ ਸਮੇਤ 140 ਮੈਂਬਰ ਕਰ ਰਹੇ ਹਨ ਸੇਵਾ: [31, 768, 604, 817]
- headline: ਡੇਂਜਲ ਵਨ ਨੇ ਨਿਵੇਸ਼ਕਾਂ ਨੂੰ ਧੋਖਾਧੜੀ ਵਾਲੇ ਸੋਸ਼ਲ ਮੀਡੀਆ ਸਮੂਹਾਂ ਅਤੇ ਅਣਅਧਿਕਾਰਤ ਨਿਵੇਸ਼ ਯੋਜਨਾਵਾਂ ਬਾਰੇ ਸੁਚੇਤ ਕੀਤਾ: [608, 1369, 934, 1405]
- section-band: [397, 36, 1066, 72]
- article-body-4a: ਅਮਲੋਹ, 30 ਨਵੰਬਰ (ਰਣਜੀਤ ਸਿੰਘ ਘੁੰਮਣ)- ਆਮ ਆਦਮੀ ਪਾਰਟੀ ਦੀ ਸਰਕਾਰ ਦੇ ਜ਼ਬਰ ਦੌਰਾਨ ਆਪਣੇ ਵਰਕਰਾਂ ਦੀ ਪਿੱਠ ਨਹੀਂ ਲੱਗਣ ਦਿੱਤੀ ਅਤੇ ਕਾਂਗਰਸ ਪਾਰਟੀ ਹਰ ਮੁਸ਼ਕਲ ਸਮੇਂ ਵਰਕਰਾਂ ਦੇ ਨਾਲ ਖੜ੍ਹੀ ਰਹੀ ਹੈ। ਇਹ ਵਿਚਾਰ ਸਾਬਕਾ ਕੈਬਨਿਟ ਮੰਤਰੀ ਰਣਦੀਪ ਸਿੰਘ ਨਾਭਾ ਨੇ ਵਰਕਰ ਮੀਟਿੰਗ ਦੌਰਾਨ ਪ੍ਰਗਟ ਕੀਤੇ। ਉਨ੍ਹਾਂ ਕਿਹਾ ਕਿ ਜ਼ਿਲ੍ਹਾ ਪਰਿਸ਼ਦ ਅਤੇ ਬਲਾਕ ਸੰਮਤੀ ਚੋਣਾਂ ਵਿੱਚ ਕਾਂਗਰਸ ਦੇ ਉਮੀਦਵਾਰ ਭਾਰੀ ਬਹੁਮਤ ਨਾਲ ਜਿੱਤ ਪ੍ਰਾਪਤ ਕਰਨਗੇ।: [398, 1951, 604, 2098]
- page-dateline: Daily PUNJAB TIMES Jalandhar ਸੋਮਵਾਰ, 1 ਦਸੰਬਰ, 2025: [1164, 45, 1481, 60]
- headline: ਅਰਸ਼ੀਆਨਾ ਦੀ ਰੁਮਾਂਟਕਨ ਖਾਤਰਾ ਉਮੀਦਵਾਰ ਉਦਯੋਗਪਤੀਆਂ ਨੂੰ ਆਪਣੇ ਸ਼ਹਿਰ 'ਚ ਸ਼ਾਮਲ ਕਰਨੀ ਹੈ; ਲੁਧਿਆਣਾ 'ਚ ਜਨਤਾ ਵੱਲੋਂ ਮਜ਼ਬੂਤ ਪ੍ਰਤੀਕਿਰਿਆ ਮਿਲੀ: [629, 685, 940, 740]
- registration-mark-bottom-right: C K: [1501, 2361, 1525, 2372]
- article-body-2b: ਸ੍ਰੀ ਅਨੰਦਪੁਰ ਸਾਹਿਬ, 30 ਨਵੰਬਰ (ਦਵਿੰਦਰਪਾਲ ਸਿੰਘ)- ਹਿੰਦ ਦੀ ਚਾਦਰ ਨੌਵੇਂ ਪਾਤਸ਼ਾਹ ਸ੍ਰੀ ਗੁਰੂ ਤੇਗ ਬਹਾਦਰ ਜੀ ਦੇ 350 ਸਾਲਾ ਸ਼ਹੀਦੀ ਸ਼ਤਾਬਦੀ ਮੌਕੇ ਸੇਵਕ ਜਥਾ ਮਲਾਡ ਵੱਲੋਂ ਸ੍ਰੀ ਗੁਰੂ ਨਾਨਕ ਸਤਸੰਗ ਸਭਾ ਮਲਾਡ ਦੇ ਸਹਿਯੋਗ ਨਾਲ ਮੁੰਬਈ ਦੀ ਸੰਗਤ ਵੱਲੋਂ 20 ਨਵੰਬਰ ਤੋਂ ਜੋੜਿਆਂ ਅਤੇ ਲੰਗਰ ਦੀ ਸੇਵਾ ਕੀਤੀ ਜਾ ਰਹੀ ਹੈ। ਇਸ ਸੇਵਾ ਵਿੱਚ ਔਰਤਾਂ ਸਮੇਤ 140 ਮੈਂਬਰ ਹਿੱਸਾ ਲੈ ਰਹੇ ਹਨ।: [31, 970, 604, 1012]
- article-drug-property-seized: [619, 95, 954, 161]
- article-body-11a: ਪੰਜਾਬ ਟਾਇਮਜ਼ ਵਿਸ਼ੇਸ਼ ਦੇਵ ਅਨੰਦ ਬਾਲੀਵੁੱਡ ਦੇ ਉਹ ਮਹਾਨ ਅਦਾਕਾਰ ਤੇ ਨਿਰਦੇਸ਼ਕ ਸਨ ਜਿਨ੍ਹਾਂ ਨੇ ਛੇ ਦਹਾਕਿਆਂ ਤੱਕ ਹਿੰਦੀ ਸਿਨੇਮਾ 'ਤੇ ਰਾਜ ਕੀਤਾ। ਉਨ੍ਹਾਂ ਦਾ ਜਨਮ 26 ਸਤੰਬਰ 1923 ਨੂੰ ਜ਼ਿਲ੍ਹਾ ਗੁਰਦਾਸਪੁਰ ਵਿੱਚ ਹੋਇਆ। ਉਨ੍ਹਾਂ ਨੇ 114 ਫ਼ਿਲਮਾਂ ਵਿੱਚ ਕੰਮ ਕੀਤਾ ਅਤੇ 35 ਫ਼ਿਲਮਾਂ ਦਾ ਨਿਰਮਾਣ ਕੀਤਾ। ਗਾਈਡ, ਜਵੈਲ ਥੀਫ਼, ਹਰੇ ਰਾਮਾ ਹਰੇ ਕ੍ਰਿਸ਼ਨਾ, ਤੇਰੇ ਘਰ ਕੇ ਸਾਮਨੇ ਵਰਗੀਆਂ ਫ਼ਿਲਮਾਂ ਨੇ ਉਨ੍ਹਾਂ ਨੂੰ ਅਮਰ ਕਰ ਦਿੱਤਾ। ਭਾਰਤ ਸਰਕਾਰ ਨੇ ਉਨ੍ਹਾਂ ਨੂੰ ਪਦਮ ਭੂਸ਼ਣ ਅਤੇ ਦਾਦਾ ਸਾਹਿਬ ਫਾਲਕੇ ਪੁਰਸਕਾਰ ਨਾਲ ਸਨਮਾਨਿਤ ਕੀਤਾ। 3 ਦਸੰਬਰ 2011 ਨੂੰ ਲੰਡਨ ਵਿੱਚ ਉਨ੍ਹਾਂ ਦਾ ਦੇਹਾਂਤ ਹੋ ਗਿਆ।: [615, 2003, 817, 2358]
- headline: ਸੰਪਰਦਾਇ ਕਾਰ ਸੇਵਾ ਸਰਹਾਲੀ ਸਾਹਿਬ ਵੱਲੋਂ ਸਮੂਹ ਕਿਸਾਨਾਂ ਦੀ ਜ਼ਮੀਨ ਪੱਧਰੀ ਕਰਨ ਅਤੇ ਕਣਕ ਬੀਜਣ ਦੀ ਸੇਵਾ ਕੁਝ ਦਿਨਾਂ 'ਚ ਸੰਪੂਰਨ ਹੋ ਜਾਵੇਗੀ : ਜਥੇਦਾਰ ਹਰੀ ਸਿੰਘ ਤੱਤੋਕੇ: [969, 96, 1526, 138]
- article-meritorious-teachers: [969, 1054, 1528, 1123]
